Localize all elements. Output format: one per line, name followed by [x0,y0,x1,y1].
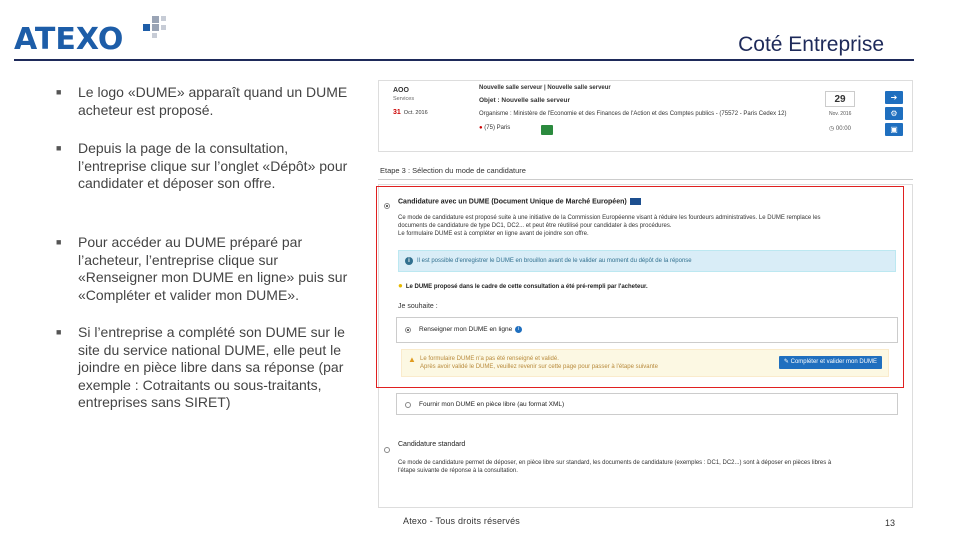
info-icon: i [515,326,522,333]
standard-option-heading: Candidature standard [398,441,466,448]
note-text: Le DUME proposé dans le cadre de cette consultation a été pré-rempli par l'acheteur. [405,284,648,290]
standard-option-radio[interactable] [384,447,390,453]
bullet-marker: ■ [56,327,62,337]
online-label-text: Renseigner mon DUME en ligne [419,326,513,334]
date-day: 31 [393,109,401,116]
standard-option-description [398,459,903,475]
warn-line: Le formulaire DUME n'a pas été renseigné et validé. [420,356,559,362]
dume-option-description [398,214,903,238]
desc-line: documents de candidature de type DC1, DC2... et peut être réutilisé pour candidater à des procédures. [398,223,672,229]
consultation-objet: Objet : Nouvelle salle serveur [479,97,571,104]
desc-line: Ce mode de candidature est proposé suite à une initiative de la Commission Européenne visant à réduire les fourdeurs administratives. Le DUME remplace les [398,215,821,221]
page-number: 13 [885,518,896,528]
dume-badge-icon [541,125,553,135]
complete-dume-button[interactable]: ✎ Compléter et valider mon DUME [779,356,882,369]
consultation-title: Nouvelle salle serveur | Nouvelle salle serveur [479,85,611,91]
desc-line: Ce mode de candidature permet de déposer, en pièce libre sur standard, les documents de candidature (exemples : DC1, DC2...) sont à déposer en pièces libres à [398,460,832,466]
complete-button-label: Compléter et valider mon DUME [790,359,877,365]
date-rest: Oct. 2016 [403,110,428,116]
days-count: 29 [825,91,855,107]
consultation-ref: AOO [393,87,409,94]
consultation-card [378,80,913,152]
free-dume-radio[interactable] [405,402,411,408]
info-text: Il est possible d'enregistrer le DUME en brouillon avant de le valider au moment du dépôt de la réponse [417,258,692,264]
title-divider [14,59,914,61]
online-dume-radio[interactable] [405,327,411,333]
bullet-text: Si l’entreprise a complété son DUME sur le site du service national DUME, elle peut le joindre en pièce libre dans sa réponse (par exemple : Cotraitants ou sous-traitants, entreprises sans SIRET) [78,324,345,410]
dume-heading-text: Candidature avec un DUME (Document Unique de Marché Européen) [398,198,627,206]
bullet-marker: ■ [56,87,62,97]
free-dume-card[interactable] [396,393,898,415]
dume-option-radio[interactable] [384,203,390,209]
candidature-panel [378,184,913,508]
app-screenshot [378,80,913,508]
dume-option-heading [398,198,641,205]
location-text: (75) Paris [484,125,511,131]
footer-copyright: Atexo - Tous droits réservés [403,516,520,526]
location-pin-icon: ● [479,125,483,131]
deadline-month: Nov. 2016 [829,111,852,117]
online-dume-card[interactable] [396,317,898,343]
draft-info-alert [398,250,896,272]
dume-logo-icon [630,198,641,205]
bullet-marker: ■ [56,143,62,153]
bullet-text: Le logo «DUME» apparaît quand un DUME acheteur est proposé. [78,84,348,118]
bullet-text: Pour accéder au DUME préparé par l’acheteur, l’entreprise clique sur «Renseigner mon DUME en ligne» puis sur «Compléter et valider mon DUME». [78,234,348,303]
logo-text: ATEXO [14,22,124,57]
warning-icon: ▲ [408,355,416,364]
settings-icon[interactable]: ⚙ [885,107,903,120]
cart-icon[interactable]: ▣ [885,123,903,136]
warn-line: Après avoir validé le DUME, veuillez revenir sur cette page pour passer à l'étape suivante [420,364,658,370]
desc-line: Le formulaire DUME est à compléter en ligne avant de joindre son offre. [398,231,589,237]
free-dume-label[interactable]: Fournir mon DUME en pièce libre (au format XML) [419,401,565,408]
atexo-logo [14,16,164,56]
step-title: Etape 3 : Sélection du mode de candidature [378,164,913,180]
prefilled-note [398,281,648,290]
bullet-marker: ■ [56,237,62,247]
online-dume-label[interactable] [419,326,522,333]
wish-label: Je souhaite : [398,303,438,310]
bullet-text: Depuis la page de la consultation, l’entreprise clique sur l’onglet «Dépôt» pour candidater et déposer son offre. [78,140,348,191]
time-text: 00:00 [835,126,851,132]
lightbulb-icon: ● [398,281,403,290]
consultation-type: Services [393,96,415,102]
consultation-date [393,109,428,116]
deadline-time: ◷ 00:00 [829,126,851,132]
logo-squares-icon [138,16,178,46]
consultation-organisme: Organisme : Ministère de l'Economie et des Finances de l'Action et des Comptes publics - (75572 - Paris Cedex 12) [479,111,787,117]
slide-title: Coté Entreprise [738,33,884,56]
info-icon: i [405,257,413,265]
desc-line: l'étape suivante de réponse à la consultation. [398,468,518,474]
login-icon[interactable]: ➔ [885,91,903,104]
consultation-location [479,125,510,131]
dume-not-validated-alert [401,349,889,377]
